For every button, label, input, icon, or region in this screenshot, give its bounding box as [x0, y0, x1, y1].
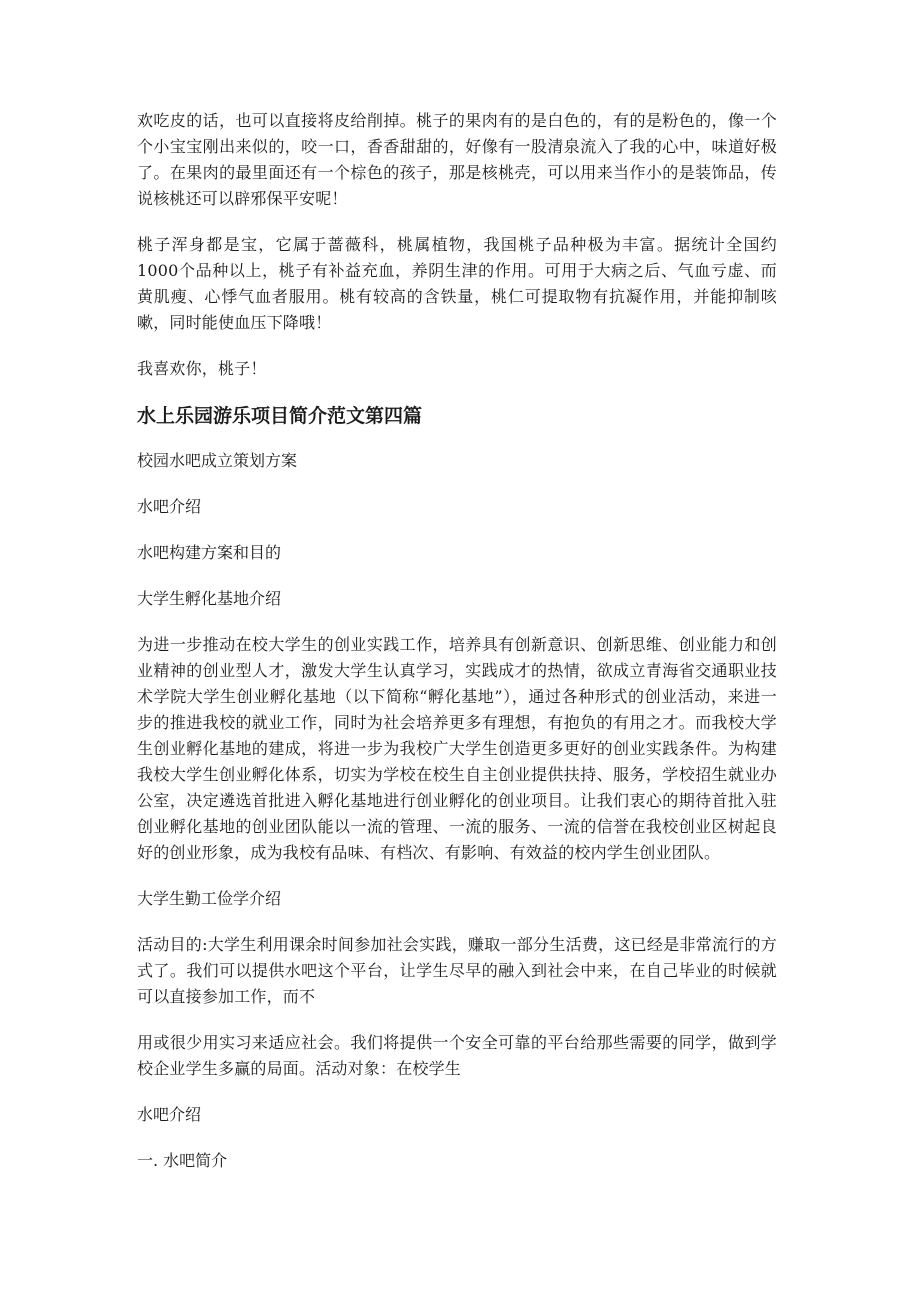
document-page [137, 108, 777, 1194]
paragraph-peach-flesh: 欢吃皮的话，也可以直接将皮给削掉。桃子的果肉有的是白色的，有的是粉色的，像一个个小宝宝刚出来似的，咬一口，香香甜甜的，好像有一股清泉流入了我的心中，味道好极了。在果肉的最里面还有一个棕色的孩子，那是核桃壳，可以用来当作小的是装饰品，传说核桃还可以辟邪保平安呢！ [137, 111, 777, 208]
plan-title: 校园水吧成立策划方案 [137, 451, 298, 470]
paragraph-work-study-part1: 活动目的:大学生利用课余时间参加社会实践，赚取一部分生活费，这已经是非常流行的方式了。我们可以提供水吧这个平台，让学生尽早的融入到社会中来，在自己毕业的时候就可以直接参加工作，而不 [137, 935, 777, 1006]
label-water-bar-intro: 水吧介绍 [137, 497, 202, 516]
label-water-bar-plan: 水吧构建方案和目的 [137, 543, 282, 562]
label-work-study-intro: 大学生勤工俭学介绍 [137, 889, 282, 908]
label-water-bar-intro-2: 水吧介绍 [137, 1105, 202, 1124]
section-title: 水上乐园游乐项目简介范文第四篇 [137, 405, 423, 427]
paragraph-peach-love: 我喜欢你，桃子！ [137, 359, 267, 378]
paragraph-work-study-part2: 用或很少用实习来适应社会。我们将提供一个安全可靠的平台给那些需要的同学，做到学校企业学生多赢的局面。活动对象：在校学生 [137, 1033, 777, 1078]
label-incubator-intro: 大学生孵化基地介绍 [137, 589, 282, 608]
paragraph-peach-value: 桃子浑身都是宝，它属于蔷薇科，桃属植物，我国桃子品种极为丰富。据统计全国约1000个品种以上，桃子有补益充血，养阴生津的作用。可用于大病之后、气血亏虚、而黄肌瘦、心悸气血者服用。桃有较高的含铁量，桃仁可提取物有抗凝作用，并能抑制咳嗽，同时能使血压下降哦！ [137, 235, 777, 332]
paragraph-incubator: 为进一步推动在校大学生的创业实践工作，培养具有创新意识、创新思维、创业能力和创业精神的创业型人才，激发大学生认真学习，实践成才的热情，欲成立青海省交通职业技术学院大学生创业孵化基地（以下简称“孵化基地”），通过各种形式的创业活动，来进一步的推进我校的就业工作，同时为社会培养更多有理想，有抱负的有用之才。而我校大学生创业孵化基地的建成，将进一步为我校广大学生创造更多更好的创业实践条件。为构建我校大学生创业孵化体系，切实为学校在校生自主创业提供扶持、服务，学校招生就业办公室，决定遴选首批进入孵化基地进行创业孵化的创业项目。让我们衷心的期待首批入驻创业孵化基地的创业团队能以一流的管理、一流的服务、一流的信誉在我校创业区树起良好的创业形象，成为我校有品味、有档次、有影响、有效益的校内学生创业团队。 [137, 635, 777, 862]
label-section-1: 一. 水吧简介 [137, 1151, 228, 1170]
